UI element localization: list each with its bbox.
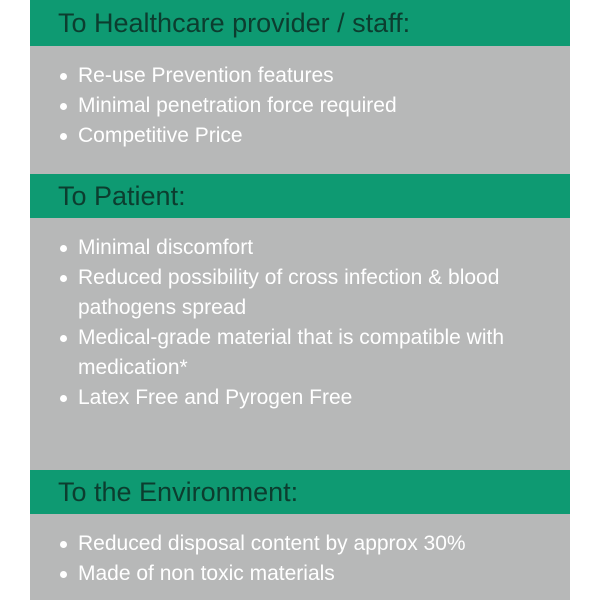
list-item — [58, 61, 558, 91]
list-item-text: Re-use Prevention features — [78, 64, 334, 87]
list-item — [58, 233, 558, 263]
list-item — [58, 323, 558, 383]
section-body-patient — [30, 218, 570, 470]
section-body-environment — [30, 514, 570, 600]
list-item — [58, 263, 558, 323]
section-heading-patient — [30, 174, 570, 218]
bullet-icon — [60, 571, 67, 578]
bullet-icon — [60, 541, 67, 548]
bullet-icon — [60, 133, 67, 140]
list-item-text: Latex Free and Pyrogen Free — [78, 386, 353, 409]
list-item — [58, 559, 558, 589]
bullet-list — [58, 61, 558, 151]
bullet-icon — [60, 103, 67, 110]
list-item-text: Made of non toxic materials — [78, 562, 335, 585]
bullet-icon — [60, 73, 67, 80]
section-body-healthcare — [30, 46, 570, 174]
list-item — [58, 91, 558, 121]
section-heading-text: To Patient: — [58, 180, 186, 211]
bullet-icon — [60, 275, 67, 282]
section-heading-text: To Healthcare provider / staff: — [58, 7, 411, 38]
bullet-list — [58, 233, 558, 413]
list-item-text: Reduced possibility of cross infection & blood pathogens spread — [78, 266, 500, 319]
list-item-text: Competitive Price — [78, 124, 243, 147]
bullet-list — [58, 529, 558, 589]
list-item — [58, 383, 558, 413]
bullet-icon — [60, 245, 67, 252]
section-heading-environment — [30, 470, 570, 514]
list-item-text: Minimal penetration force required — [78, 94, 397, 117]
list-item-text: Medical-grade material that is compatible with medication* — [78, 326, 505, 379]
list-item — [58, 529, 558, 559]
section-heading-healthcare — [30, 0, 570, 46]
bullet-icon — [60, 395, 67, 402]
bullet-icon — [60, 335, 67, 342]
list-item-text: Minimal discomfort — [78, 236, 254, 259]
section-heading-text: To the Environment: — [58, 476, 299, 507]
list-item-text: Reduced disposal content by approx 30% — [78, 532, 466, 555]
list-item — [58, 121, 558, 151]
